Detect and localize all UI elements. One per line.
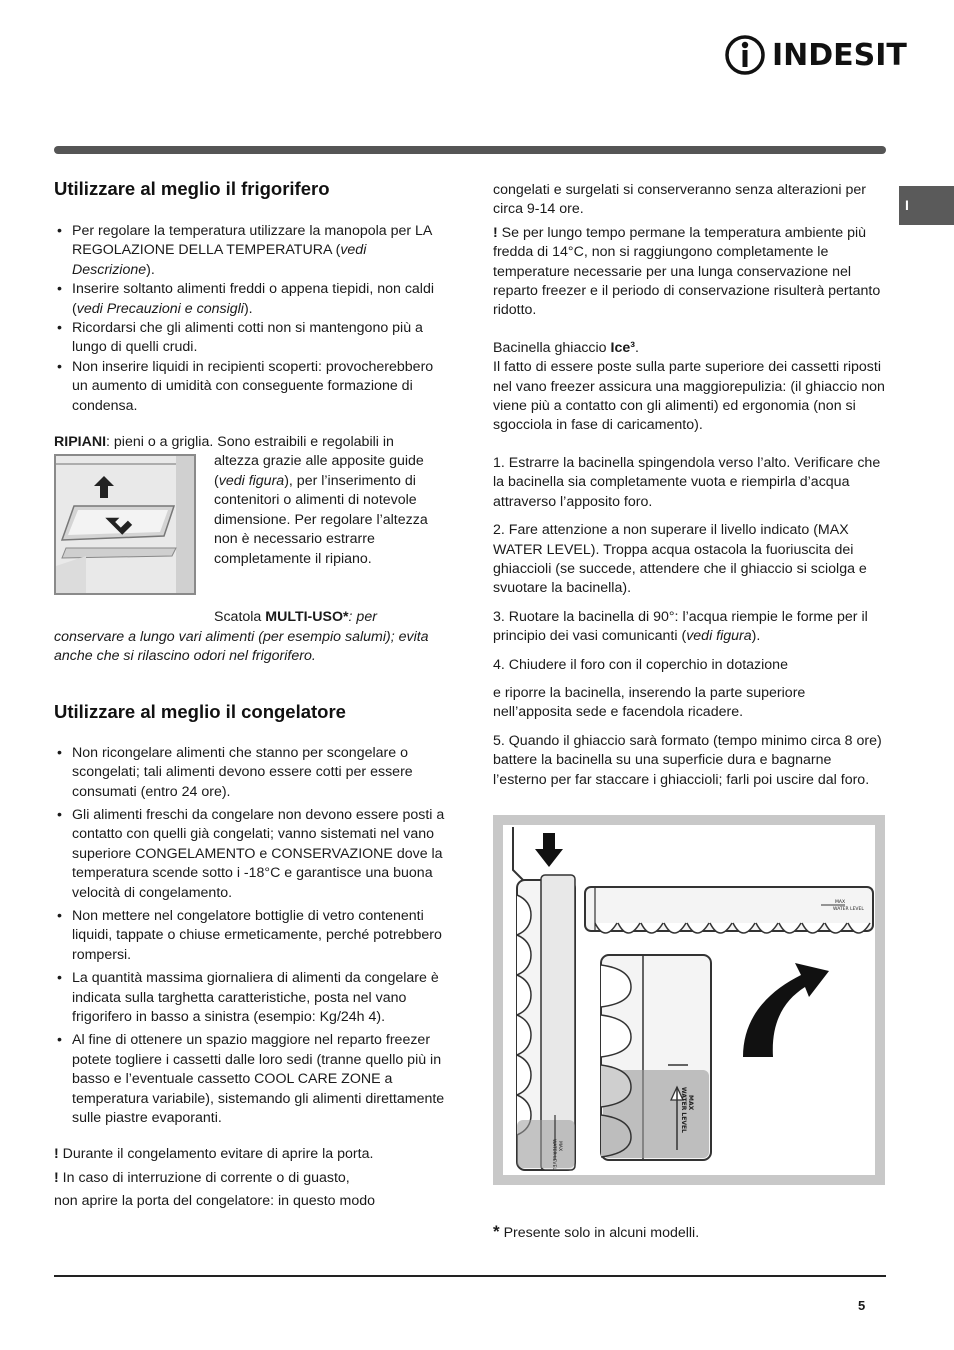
- water-level-label-top: WATER LEVEL: [833, 907, 864, 912]
- ice-tray-figure-inner: [503, 825, 875, 1175]
- ice-tray-description: Il fatto di essere poste sulla parte superiore dei cassetti riposti nel vano freezer assicura una maggiorepulizia: (il ghiaccio non viene più a contatto con gli alimenti) ed ergonomia (non si sgocciola in fase di caricamento).: [493, 359, 885, 434]
- list-item: • Al fine di ottenere un spazio maggiore nel reparto freezer potete togliere i cassetti dalle loro sedi (tranne quello più in basso e l’eventuale cassetto COOL CARE ZONE a temperatura variabile), sistemando gli alimenti direttamente sulle piastre evaporanti.: [54, 1031, 450, 1128]
- shelf-illustration-icon: [56, 456, 194, 593]
- max-label-main: MAX: [687, 1095, 694, 1111]
- list-item: • Gli alimenti freschi da congelare non devono essere posti a contatto con quelli già congelati; vanno sistemati nel vano superiore CONGELAMENTO e CONSERVAZIONE dove la temperatura scende sotto i -18°C e garantisce una buona velocità di congelamento.: [54, 806, 450, 903]
- list-item: • La quantità massima giornaliera di alimenti da congelare è indicata sulla targhetta caratteristiche, posta nel vano frigorifero in basso a sinistra (esempio: Kg/24h 4).: [54, 969, 450, 1027]
- list-item: • Inserire soltanto alimenti freddi o appena tiepidi, non caldi (vedi Precauzioni e consigli).: [54, 280, 450, 319]
- list-item: • Non mettere nel congelatore bottiglie di vetro contenenti liquidi, tappate o chiuse ermeticamente, perché potrebbero rompersi.: [54, 907, 450, 965]
- footnote: * Presente solo in alcuni modelli.: [493, 1222, 700, 1241]
- warning-door: ! Durante il congelamento evitare di aprire la porta.: [54, 1146, 374, 1163]
- ice-step-2: 2. Fare attenzione a non superare il livello indicato (MAX WATER LEVEL). Troppa acqua ostacola la fuoriuscita dei ghiaccioli (se succede, attendere che il ghiaccio si sciolga e svuotare la bacinella).: [493, 522, 867, 597]
- water-level-label-main: WATER LEVEL: [680, 1087, 687, 1133]
- ice-step-4: 4. Chiudere il foro con il coperchio in dotazione: [493, 656, 788, 673]
- brand-name: INDESIT: [772, 37, 907, 73]
- max-label-small: MAX: [557, 1141, 562, 1152]
- max-label-top: MAX: [835, 900, 846, 905]
- ice-tray-illustration-icon: [503, 825, 875, 1175]
- ice-tray-heading: Bacinella ghiaccio Ice³.: [493, 339, 639, 356]
- freezer-tips-list: [54, 744, 450, 1129]
- ice-step-4-cont: e riporre la bacinella, inserendo la parte superiore nell’apposita sede e facendola ricadere.: [493, 684, 806, 721]
- page-number: 5: [858, 1298, 866, 1313]
- freezer-cont-text: congelati e surgelati si conserveranno senza alterazioni per circa 9-14 ore.: [493, 182, 867, 218]
- ice-step-1: 1. Estrarre la bacinella spingendola verso l’alto. Verificare che la bacinella sia completamente vuota e riempirla d’acqua attraverso l’apposito foro.: [493, 454, 881, 510]
- language-tab: I: [899, 186, 954, 225]
- list-item: • Non inserire liquidi in recipienti scoperti: provocherebbero un aumento di umidità con conseguente formazione di condensa.: [54, 358, 450, 416]
- ice-step-5: 5. Quando il ghiaccio sarà formato (tempo minimo circa 8 ore) battere la bacinella su una superficie dura e bagnarne l’esterno per far staccare i ghiaccioli; farli poi uscire dal foro.: [493, 732, 882, 788]
- scatola-paragraph: Scatola MULTI-USO*: per conservare a lungo vari alimenti (per esempio salumi); evita anche che si rilascino odori nel frigorifero.: [54, 609, 429, 665]
- header-rule: [54, 146, 886, 154]
- warning-power: ! In caso di interruzione di corrente o di guasto,: [54, 1169, 350, 1186]
- fridge-tips-list: [54, 222, 450, 416]
- shelf-figure: [54, 454, 196, 595]
- shelf-block: [54, 452, 450, 604]
- list-item: • Ricordarsi che gli alimenti cotti non si mantengono più a lungo di quelli crudi.: [54, 319, 450, 358]
- left-column: [54, 178, 450, 1212]
- footer-rule: [54, 1275, 886, 1277]
- right-column: [493, 181, 887, 790]
- indesit-logo-icon: [724, 33, 766, 77]
- water-level-label-small: WATER LEVEL: [551, 1139, 556, 1170]
- ice-step-3: 3. Ruotare la bacinella di 90°: l’acqua riempie le forme per il principio dei vasi comunicanti (vedi figura).: [493, 608, 868, 645]
- list-item: • Per regolare la temperatura utilizzare la manopola per LA REGOLAZIONE DELLA TEMPERATURA (vedi Descrizione).: [54, 222, 450, 280]
- ripiani-paragraph: RIPIANI: pieni o a griglia. Sono estraibili e regolabili in: [54, 434, 394, 451]
- ambient-warning: ! Se per lungo tempo permane la temperatura ambiente più fredda di 14°C, non si raggiungono completamente le temperature necessarie per una lunga conservazione nel reparto freezer e il periodo di conservazione risulterà pertanto ridotto.: [493, 224, 881, 319]
- ice-tray-figure: [493, 815, 885, 1185]
- ripiani-text: altezza grazie alle apposite guide (vedi figura), per l’inserimento di contenitori o alimenti di notevole dimensione. Per regolare l’altezza non è necessario estrarre completamente il ripiano.: [214, 453, 428, 567]
- freezer-section-title: Utilizzare al meglio il congelatore: [54, 700, 346, 722]
- brand-logo: [724, 33, 907, 77]
- warning-power-cont: non aprire la porta del congelatore: in questo modo: [54, 1193, 376, 1210]
- list-item: • Non ricongelare alimenti che stanno per scongelare o scongelati; tali alimenti devono essere cotti per essere consumati (entro 24 ore).: [54, 744, 450, 802]
- fridge-section-title: Utilizzare al meglio il frigorifero: [54, 178, 330, 199]
